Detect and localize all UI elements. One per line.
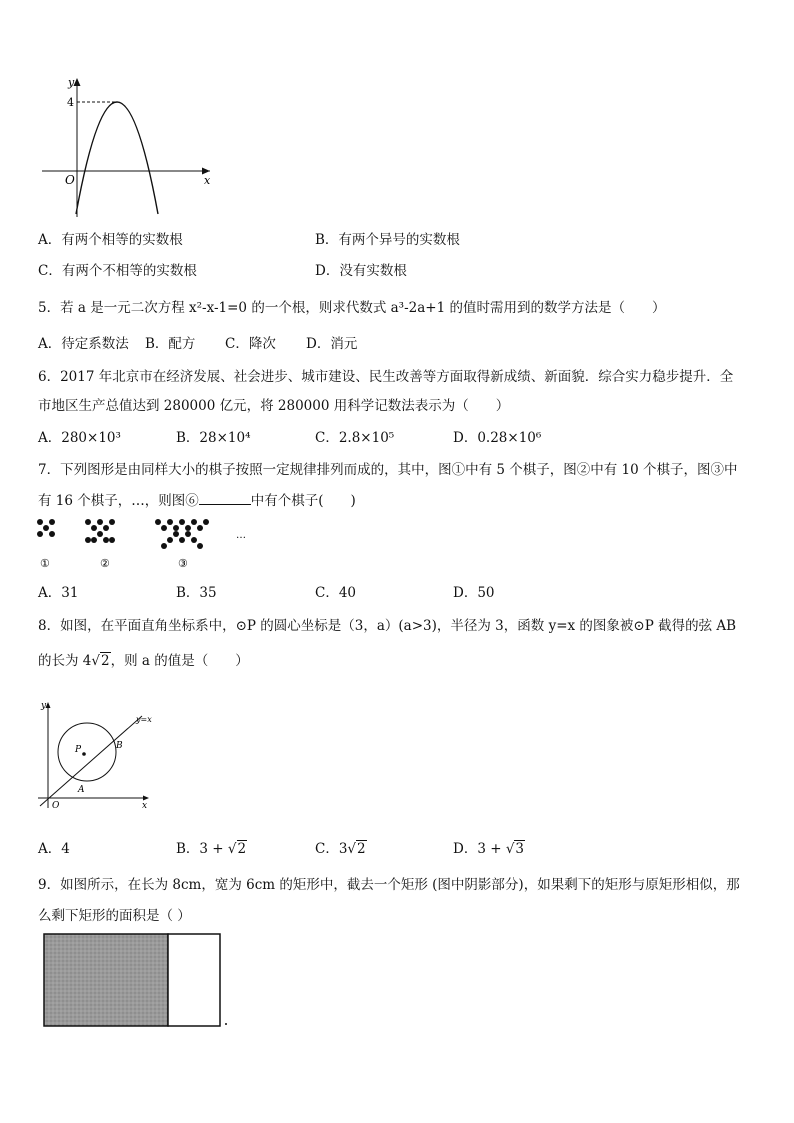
x-label: x <box>204 174 211 187</box>
q8-line-2-pre: 的长为 4 <box>38 653 92 669</box>
shaded-rectangle <box>44 934 168 1026</box>
line-y-equals-x <box>40 716 142 806</box>
q7-option-a: A．31 <box>38 585 79 601</box>
q7-line-2-pre: 有 16 个棋子，…，则图⑥ <box>38 493 199 509</box>
sqrt-2: √2 <box>227 841 247 857</box>
remaining-rectangle <box>168 934 220 1026</box>
y-label: y <box>68 76 75 89</box>
sqrt-2: √2 <box>347 841 366 857</box>
origin-label: O <box>65 173 75 187</box>
q7-line-2-post: 中有个棋子( ) <box>250 493 356 509</box>
q6-option-c: C．2.8×10⁵ <box>315 430 395 446</box>
pattern-1 <box>37 519 55 537</box>
q8-option-c: C．3√2 <box>315 841 366 857</box>
q6-option-d: D．0.28×10⁶ <box>453 430 542 446</box>
sqrt-3: √3 <box>505 841 525 857</box>
pattern-3 <box>155 519 209 549</box>
q7-option-c: C．40 <box>315 585 357 601</box>
pattern-3-label: ③ <box>178 557 188 570</box>
q6-option-a: A．280×10³ <box>38 430 121 446</box>
q8-option-a: A．4 <box>38 841 70 857</box>
q6-line-2: 市地区生产总值达到 280000 亿元，将 280000 用科学记数法表示为（ ） <box>38 398 510 414</box>
pattern-1-label: ① <box>40 557 50 570</box>
point-p-label: P <box>75 745 82 755</box>
q8-line-2-post: ，则 a 的值是（ ） <box>110 653 249 669</box>
parabola-curve <box>76 102 158 214</box>
x-label: x <box>142 801 148 810</box>
q7-option-b: B．35 <box>176 585 217 601</box>
q7-option-d: D．50 <box>453 585 495 601</box>
y-label: y <box>41 701 47 711</box>
q4-option-c: C．有两个不相等的实数根 <box>38 263 197 279</box>
q7-dot-patterns <box>34 516 264 570</box>
pattern-2 <box>85 519 115 543</box>
q4-option-b: B．有两个异号的实数根 <box>315 232 460 248</box>
circle-figure <box>36 698 156 810</box>
origin-label: O <box>52 801 60 810</box>
x-axis-arrow <box>143 796 149 801</box>
q6-option-b: B．28×10⁴ <box>176 430 251 446</box>
q8-option-d: D．3 + √3 <box>453 841 525 857</box>
y-axis-arrow <box>74 78 81 86</box>
y-axis-arrow <box>46 702 51 708</box>
parabola-figure <box>38 72 218 222</box>
answer-blank <box>199 492 251 505</box>
line-label: y=x <box>136 715 152 724</box>
q5-option-c: C．降次 <box>225 336 276 352</box>
q6-line-1: 6．2017 年北京市在经济发展、社会进步、城市建设、民生改善等方面取得新成绩、新面貌．综合实力稳步提升．全 <box>38 369 734 385</box>
q4-option-d: D．没有实数根 <box>315 263 407 279</box>
q9-line-2: 么剩下矩形的面积是（ ） <box>38 908 191 924</box>
q7-line-2 <box>38 489 356 509</box>
pattern-2-label: ② <box>100 557 110 570</box>
q9-line-1: 9．如图所示，在长为 8cm，宽为 6cm 的矩形中，截去一个矩形 (图中阴影部分)，如果剩下的矩形与原矩形相似，那 <box>38 877 740 893</box>
q7-line-1: 7．下列图形是由同样大小的棋子按照一定规律排列而成的，其中，图①中有 5 个棋子，图②中有 10 个棋子，图③中 <box>38 462 738 478</box>
circle-p <box>58 723 116 781</box>
q8-line-1: 8．如图，在平面直角坐标系中，⊙P 的圆心坐标是（3，a）(a>3)，半径为 3，函数 y=x 的图象被⊙P 截得的弦 AB <box>38 618 737 634</box>
center-p <box>82 752 86 756</box>
ellipsis: … <box>236 530 246 541</box>
q5-question: 5．若 a 是一元二次方程 x²-x-1=0 的一个根，则求代数式 a³-2a+1 的值时需用到的数学方法是（ ） <box>38 300 666 316</box>
rectangle-figure <box>42 932 234 1030</box>
sqrt-2: √2 <box>91 653 110 669</box>
q5-option-d: D．消元 <box>306 336 358 352</box>
point-a-label: A <box>78 785 85 795</box>
point-b-label: B <box>116 741 123 751</box>
q5-option-b: B．配方 <box>145 336 196 352</box>
q5-option-a: A．待定系数法 <box>38 336 129 352</box>
q8-option-b: B．3 + √2 <box>176 841 247 857</box>
q4-option-a: A．有两个相等的实数根 <box>38 232 183 248</box>
q8-line-2 <box>38 649 249 669</box>
small-mark <box>225 1023 227 1025</box>
tick-label: 4 <box>67 96 74 109</box>
